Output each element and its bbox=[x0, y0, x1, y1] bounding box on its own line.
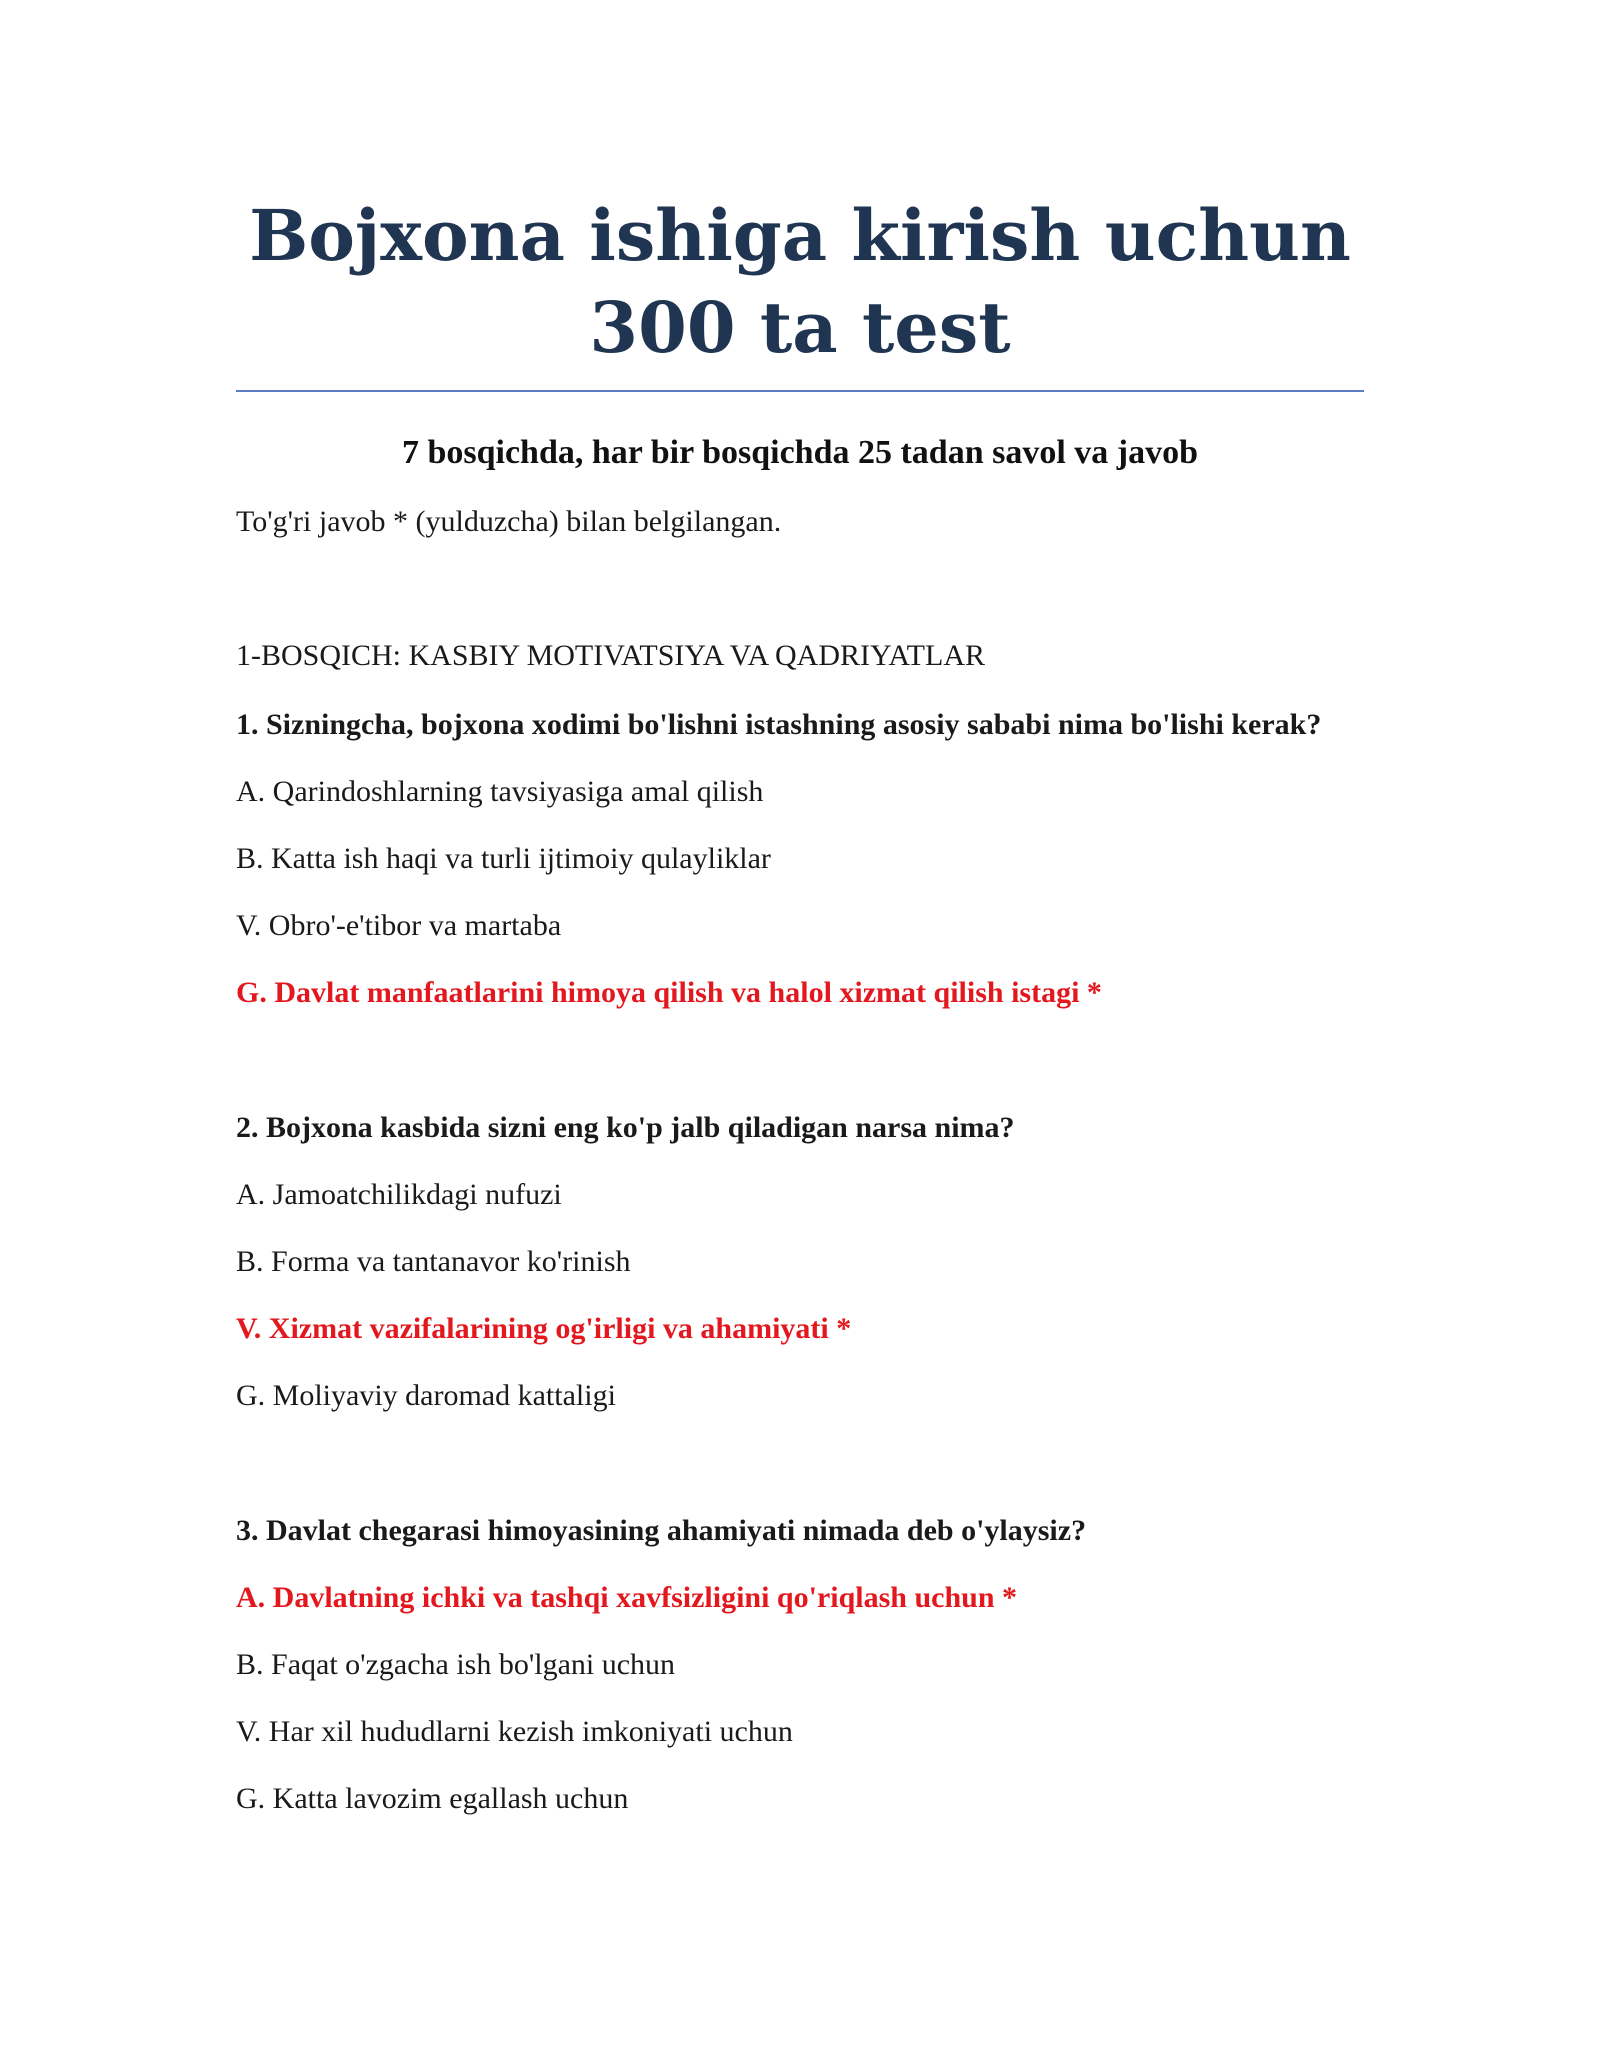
question-block-3 bbox=[236, 1510, 1364, 1819]
answer-option: V. Har xil hududlarni kezish imkoniyati uchun bbox=[236, 1715, 793, 1748]
correct-answer-option: A. Davlatning ichki va tashqi xavfsizligini qo'riqlash uchun * bbox=[236, 1581, 1018, 1614]
stage-heading: 1-BOSQICH: KASBIY MOTIVATSIYA VA QADRIYATLAR bbox=[236, 639, 985, 672]
answer-option: V. Obro'-e'tibor va martaba bbox=[236, 909, 562, 942]
question-text: 3. Davlat chegarasi himoyasining ahamiyati nimada deb o'ylaysiz? bbox=[236, 1514, 1087, 1547]
title-divider bbox=[236, 390, 1364, 392]
question-block-2 bbox=[236, 1107, 1364, 1416]
answer-key-note: To'g'ri javob * (yulduzcha) bilan belgilangan. bbox=[236, 505, 782, 538]
document-title: Bojxona ishiga kirish uchun 300 ta test bbox=[249, 194, 1351, 369]
answer-option: A. Jamoatchilikdagi nufuzi bbox=[236, 1178, 562, 1211]
document-subtitle: 7 bosqichda, har bir bosqichda 25 tadan savol va javob bbox=[401, 434, 1199, 471]
answer-option: B. Forma va tantanavor ko'rinish bbox=[236, 1245, 631, 1278]
correct-answer-option: G. Davlat manfaatlarini himoya qilish va halol xizmat qilish istagi * bbox=[236, 976, 1102, 1009]
answer-option: B. Katta ish haqi va turli ijtimoiy qulayliklar bbox=[236, 842, 771, 875]
question-text: 1. Sizningcha, bojxona xodimi bo'lishni istashning asosiy sababi nima bo'lishi kerak? bbox=[236, 708, 1322, 741]
question-block-1 bbox=[236, 704, 1364, 1013]
answer-option: B. Faqat o'zgacha ish bo'lgani uchun bbox=[236, 1648, 676, 1681]
answer-option: A. Qarindoshlarning tavsiyasiga amal qilish bbox=[236, 775, 764, 808]
answer-option: G. Moliyaviy daromad kattaligi bbox=[236, 1379, 616, 1412]
document-page bbox=[236, 0, 1364, 1819]
question-text: 2. Bojxona kasbida sizni eng ko'p jalb qiladigan narsa nima? bbox=[236, 1111, 1015, 1144]
answer-option: G. Katta lavozim egallash uchun bbox=[236, 1782, 629, 1815]
correct-answer-option: V. Xizmat vazifalarining og'irligi va ahamiyati * bbox=[236, 1312, 852, 1345]
